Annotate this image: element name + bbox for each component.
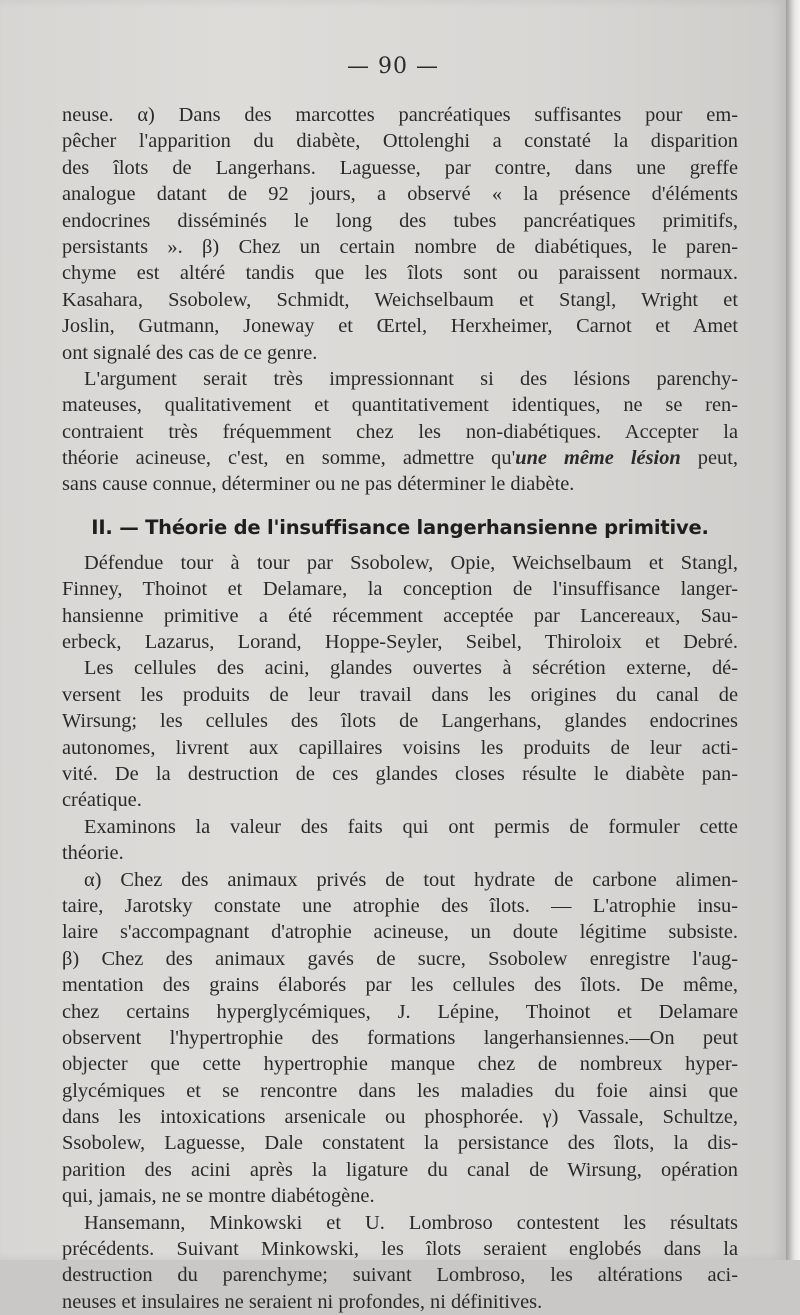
text-line: erbeck, Lazarus, Lorand, Hoppe-Seyler, Seibel, Thiroloix et Debré. xyxy=(62,631,738,654)
body-text xyxy=(62,102,738,1315)
text-line: Hansemann, Minkowski et U. Lombroso contestent les résultats xyxy=(84,1211,738,1234)
text-line: observent l'hypertrophie des formations langerhansiennes.—On peut xyxy=(62,1026,738,1049)
text-line: objecter que cette hypertrophie manque chez de nombreux hyper- xyxy=(62,1053,738,1076)
emphasis-text: une même lésion xyxy=(515,447,681,470)
text-segment: théorie acineuse, c'est, en somme, admettre qu' xyxy=(62,447,516,470)
section-heading: II. — Théorie de l'insuffisance langerhansienne primitive. xyxy=(91,515,709,539)
text-line xyxy=(62,445,738,471)
text-line: parition des acini après la ligature du canal de Wirsung, opération xyxy=(62,1158,738,1181)
page-number: — 90 — xyxy=(347,54,439,79)
text-line: laire s'accompagnant d'atrophie acineuse, un doute légitime subsiste. xyxy=(62,921,738,944)
text-line: mentation des grains élaborés par les cellules des îlots. De même, xyxy=(62,974,738,997)
text-line: Les cellules des acini, glandes ouvertes à sécrétion externe, dé- xyxy=(84,657,738,680)
text-line: glycémiques et se rencontre dans les maladies du foie ainsi que xyxy=(62,1079,738,1102)
text-line: autonomes, livrent aux capillaires voisins les produits de leur acti- xyxy=(62,736,738,759)
text-line: dans les intoxications arsenicale ou phosphorée. γ) Vassale, Schultze, xyxy=(62,1106,738,1129)
text-line: Wirsung; les cellules des îlots de Langerhans, glandes endocrines xyxy=(62,710,738,733)
text-line: qui, jamais, ne se montre diabétogène. xyxy=(62,1185,375,1208)
text-line: sans cause connue, déterminer ou ne pas déterminer le diabète. xyxy=(62,473,575,496)
text-segment: peut, xyxy=(680,447,738,470)
text-line: Finney, Thoinot et Delamare, la conception de l'insuffisance langer- xyxy=(62,578,738,601)
text-line: mateuses, qualitativement et quantitativement identiques, ne se ren- xyxy=(62,394,738,417)
text-line: β) Chez des animaux gavés de sucre, Ssobolew enregistre l'aug- xyxy=(62,947,738,970)
text-line: chez certains hyperglycémiques, J. Lépine, Thoinot et Delamare xyxy=(62,1000,738,1023)
text-line: hansienne primitive a été récemment acceptée par Lancereaux, Sau- xyxy=(62,604,738,627)
text-line: α) Chez des animaux privés de tout hydrate de carbone alimen- xyxy=(84,868,738,891)
text-line: Ssobolew, Laguesse, Dale constatent la persistance des îlots, la dis- xyxy=(62,1132,738,1155)
text-line: Joslin, Gutmann, Joneway et Œrtel, Herxheimer, Carnot et Amet xyxy=(62,315,738,338)
text-line: vité. De la destruction de ces glandes closes résulte le diabète pan- xyxy=(62,762,738,785)
text-line: persistants ». β) Chez un certain nombre de diabétiques, le paren- xyxy=(62,235,738,258)
text-line: neuse. α) Dans des marcottes pancréatiques suffisantes pour em- xyxy=(62,104,738,126)
page-edge xyxy=(786,0,800,1260)
text-line: L'argument serait très impressionnant si des lésions parenchy- xyxy=(84,367,738,390)
text-line: taire, Jarotsky constate une atrophie des îlots. — L'atrophie insu- xyxy=(62,894,738,917)
text-line: versent les produits de leur travail dans les origines du canal de xyxy=(62,683,738,706)
text-line: destruction du parenchyme; suivant Lombroso, les altérations aci- xyxy=(62,1264,738,1287)
text-line: Examinons la valeur des faits qui ont permis de formuler cette xyxy=(84,815,738,838)
text-line: neuses et insulaires ne seraient ni profondes, ni définitives. xyxy=(62,1290,543,1313)
text-line: Défendue tour à tour par Ssobolew, Opie, Weichselbaum et Stangl, xyxy=(84,551,738,574)
text-line: analogue datant de 92 jours, a observé « la présence d'éléments xyxy=(62,183,738,206)
text-line: endocrines disséminés le long des tubes pancréatiques primitifs, xyxy=(62,209,738,232)
text-line: des îlots de Langerhans. Laguesse, par contre, dans une greffe xyxy=(62,156,738,179)
text-line: chyme est altéré tandis que les îlots sont ou paraissent normaux. xyxy=(62,262,738,285)
text-line: précédents. Suivant Minkowski, les îlots seraient englobés dans la xyxy=(62,1238,738,1261)
text-line: Kasahara, Ssobolew, Schmidt, Weichselbaum et Stangl, Wright et xyxy=(62,288,738,311)
text-line: contraient très fréquemment chez les non-diabétiques. Accepter la xyxy=(62,420,738,443)
text-line: théorie. xyxy=(62,842,124,865)
text-line: créatique. xyxy=(62,789,142,812)
text-line: pêcher l'apparition du diabète, Ottolenghi a constaté la disparition xyxy=(62,130,738,153)
text-line: ont signalé des cas de ce genre. xyxy=(62,341,318,364)
